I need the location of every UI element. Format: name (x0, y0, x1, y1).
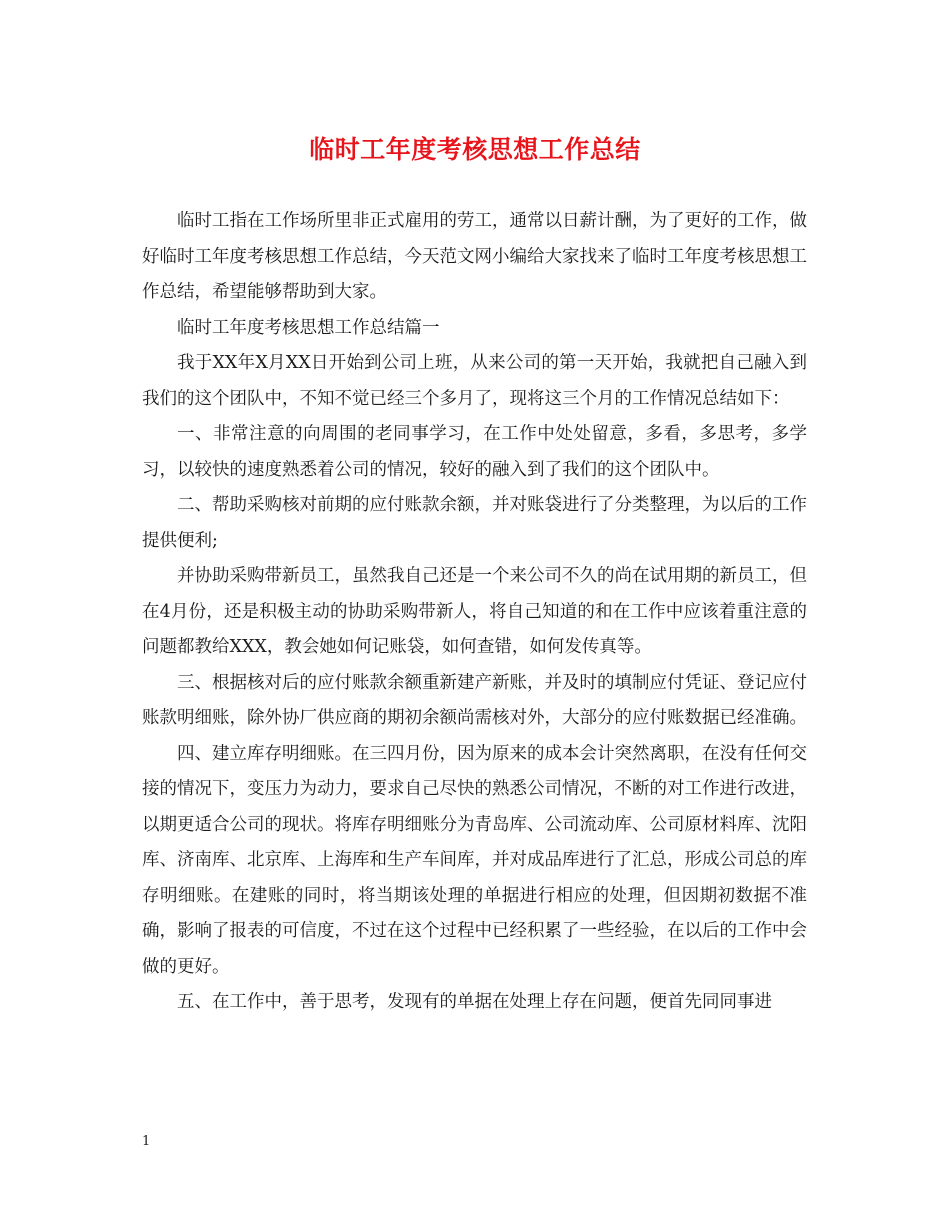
paragraph-intro: 临时工指在工作场所里非正式雇用的劳工，通常以日薪计酬，为了更好的工作，做好临时工年度考核思想工作总结，今天范文网小编给大家找来了临时工年度考核思想工作总结，希望能够帮助到大家。 (142, 211, 807, 302)
paragraph-point-two: 二、帮助采购核对前期的应付账款余额，并对账袋进行了分类整理，为以后的工作提供便利; (142, 495, 807, 551)
paragraph-point-four: 四、建立库存明细账。在三四月份，因为原来的成本会计突然离职，在没有任何交接的情况下，变压力为动力，要求自己尽快的熟悉公司情况，不断的对工作进行改进，以期更适合公司的现状。将库存明细账分为青岛库、公司流动库、公司原材料库、沈阳库、济南库、北京库、上海库和生产车间库，并对成品库进行了汇总，形成公司总的库存明细账。在建账的同时，将当期该处理的单据进行相应的处理，但因期初数据不准确，影响了报表的可信度，不过在这个过程中已经积累了一些经验，在以后的工作中会做的更好。 (142, 743, 807, 977)
paragraph-point-two-continued: 并协助采购带新员工，虽然我自己还是一个来公司不久的尚在试用期的新员工，但在4月份，还是积极主动的协助采购带新人，将自己知道的和在工作中应该着重注意的问题都教给XXX，教会她如何记账袋，如何查错，如何发传真等。 (142, 566, 807, 657)
paragraph-point-five: 五、在工作中，善于思考，发现有的单据在处理上存在问题，便首先同同事进 (177, 992, 772, 1012)
page-number: 1 (142, 1134, 151, 1149)
paragraph-point-three: 三、根据核对后的应付账款余额重新建产新账，并及时的填制应付凭证、登记应付账款明细账，除外协厂供应商的期初余额尚需核对外，大部分的应付账数据已经准确。 (142, 672, 807, 728)
document-title: 临时工年度考核思想工作总结 (309, 135, 641, 164)
paragraph-section-heading: 临时工年度考核思想工作总结篇一 (177, 317, 440, 338)
document-body (142, 204, 807, 1021)
paragraph-start-date: 我于XX年X月XX日开始到公司上班，从来公司的第一天开始，我就把自己融入到我们的这个团队中，不知不觉已经三个多月了，现将这三个月的工作情况总结如下： (142, 353, 807, 409)
paragraph-point-one: 一、非常注意的向周围的老同事学习，在工作中处处留意，多看，多思考，多学习，以较快的速度熟悉着公司的情况，较好的融入到了我们的这个团队中。 (142, 424, 807, 480)
